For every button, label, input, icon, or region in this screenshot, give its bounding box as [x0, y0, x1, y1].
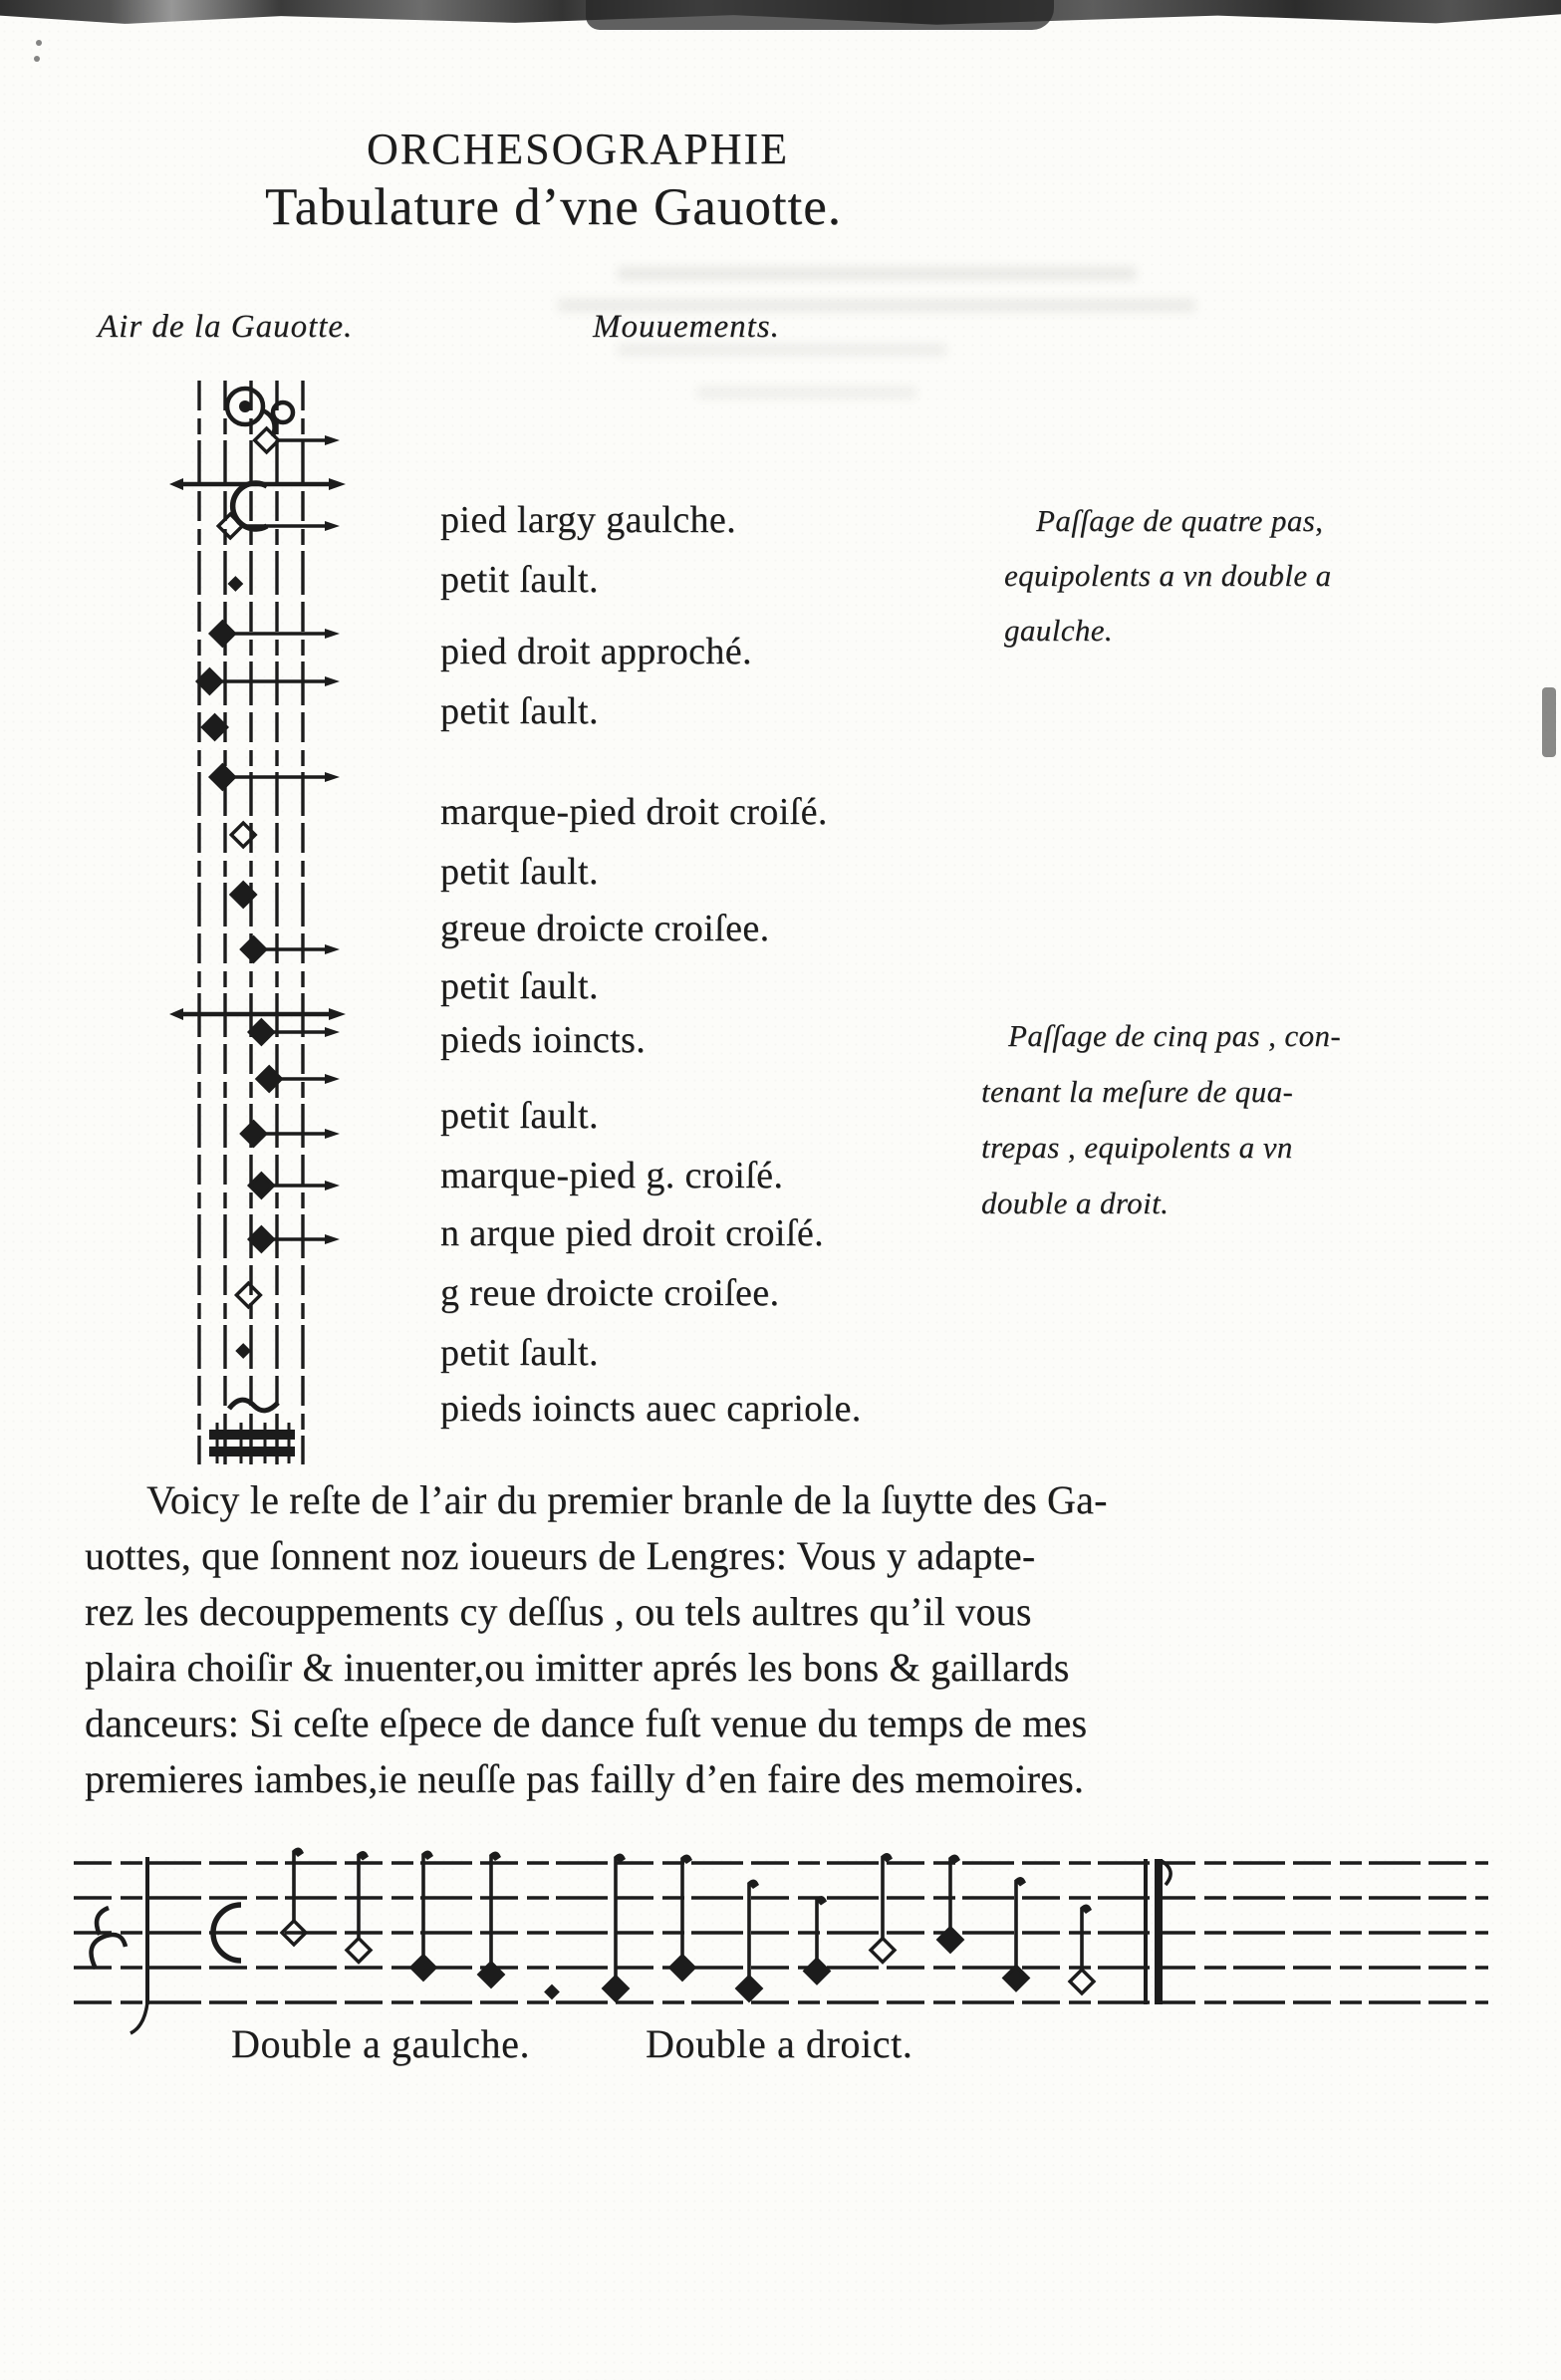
capriole-squiggle-icon — [229, 1400, 278, 1411]
scan-smudge — [1542, 687, 1556, 757]
caption-double-gauche: Double a gaulche. — [231, 2021, 531, 2066]
bottom-music-staff — [70, 1835, 1494, 2039]
stem-tip — [325, 1074, 340, 1084]
passage-annotation-line: Paſſage de cinq pas , con- — [1008, 1018, 1342, 1053]
stem-tip — [325, 1181, 340, 1190]
note-diamond — [604, 1977, 628, 2000]
passage-annotation-line: Paſſage de quatre pas, — [1036, 503, 1324, 538]
stem-tip — [325, 772, 340, 782]
note-diamond — [238, 1346, 249, 1357]
page-subtitle: Tabulature d’vne Gauotte. — [265, 178, 843, 236]
stem-tip — [325, 435, 340, 445]
note-diamond — [210, 765, 234, 789]
note-diamond — [249, 1020, 273, 1044]
bleedthrough-ghost — [697, 387, 916, 398]
note-diamond — [670, 1956, 694, 1980]
paragraph-line: plaira choiſir & inuenter,ou imitter aprés les bons & gaillards — [85, 1645, 1070, 1690]
note-diamond — [411, 1956, 435, 1980]
movement-line: petit ſault. — [440, 1095, 599, 1137]
note-diamond — [805, 1960, 829, 1983]
clef-icon — [92, 1908, 127, 1969]
barline-tip — [329, 1008, 346, 1020]
note-diamond — [249, 1227, 273, 1251]
note-diamond — [230, 579, 241, 590]
caption-double-droit: Double a droict. — [646, 2021, 913, 2066]
paragraph-line: Voicy le reſte de l’air du premier branle de la ſuytte des Ga- — [146, 1477, 1108, 1522]
passage-annotation-line: double a droit. — [981, 1186, 1170, 1220]
stem-tip — [325, 676, 340, 686]
stem-tip — [325, 1129, 340, 1139]
movement-line: marque-pied g. croiſé. — [440, 1155, 784, 1196]
note-diamond — [1004, 1967, 1028, 1990]
ink-speck — [36, 40, 42, 46]
movement-line: pieds ioincts auec capriole. — [440, 1388, 862, 1430]
clef-icon — [227, 389, 293, 436]
paragraph-line: rez les decouppements cy deſſus , ou tels aultres qu’il vous — [85, 1589, 1032, 1634]
note-diamond — [871, 1939, 895, 1963]
ink-speck — [34, 56, 40, 62]
scan-smudge — [586, 0, 1054, 30]
movement-line: petit ſault. — [440, 851, 599, 893]
note-diamond — [1070, 1970, 1094, 1993]
barline-tip — [329, 478, 346, 490]
paragraph-line: premieres iambes,ie neuſſe pas failly d’en faire des memoires. — [85, 1756, 1085, 1801]
barline-tip — [169, 478, 183, 490]
note-diamond — [249, 1174, 273, 1197]
paragraph-line: danceurs: Si ceſte eſpece de dance fuſt venue du temps de mes — [85, 1701, 1088, 1745]
note-diamond — [197, 669, 221, 693]
movement-line: petit ſault. — [440, 1332, 599, 1374]
passage-annotation-line: trepas , equipolents a vn — [981, 1130, 1293, 1165]
barline-hook — [130, 2002, 147, 2033]
passage-annotation-line: equipolents a vn double a — [1004, 558, 1332, 593]
movement-line: petit ſault. — [440, 965, 599, 1007]
vertical-music-staff — [179, 377, 359, 1472]
movement-line: pieds ioincts. — [440, 1019, 647, 1061]
stem-tip — [325, 1027, 340, 1037]
passage-annotation-line: tenant la meſure de qua- — [981, 1074, 1294, 1109]
passage-annotation-line: gaulche. — [1004, 613, 1114, 648]
note-diamond — [236, 1283, 260, 1307]
bleedthrough-ghost — [618, 267, 1136, 280]
barline-tip — [169, 1008, 183, 1020]
column-header-mouvements: Mouuements. — [593, 309, 780, 345]
movement-line: petit ſault. — [440, 559, 599, 601]
paragraph-line: uottes, que ſonnent noz ioueurs de Lengres: Vous y adapte- — [85, 1533, 1036, 1578]
note-diamond — [210, 622, 234, 646]
note-diamond — [737, 1977, 761, 2000]
movement-line: marque-pied droit croiſé. — [440, 791, 828, 833]
page-title: ORCHESOGRAPHIE — [367, 125, 790, 173]
movement-line: pied droit approché. — [440, 631, 752, 672]
movement-line: petit ſault. — [440, 690, 599, 732]
movement-line: n arque pied droit croiſé. — [440, 1212, 824, 1254]
stem-tip — [325, 944, 340, 954]
note-diamond — [347, 1939, 371, 1963]
stem-tip — [325, 629, 340, 639]
note-diamond — [203, 715, 227, 739]
stem-tip — [325, 1234, 340, 1244]
stem-tip — [325, 521, 340, 531]
movement-line: pied largy gaulche. — [440, 499, 737, 541]
body-paragraph — [85, 1472, 1487, 1807]
note-diamond — [242, 937, 266, 961]
column-header-air: Air de la Gauotte. — [98, 309, 354, 345]
note-diamond — [242, 1122, 266, 1146]
note-diamond — [547, 1986, 558, 1997]
movement-line: g reue droicte croiſee. — [440, 1272, 780, 1314]
movement-line: greue droicte croiſee. — [440, 908, 770, 949]
